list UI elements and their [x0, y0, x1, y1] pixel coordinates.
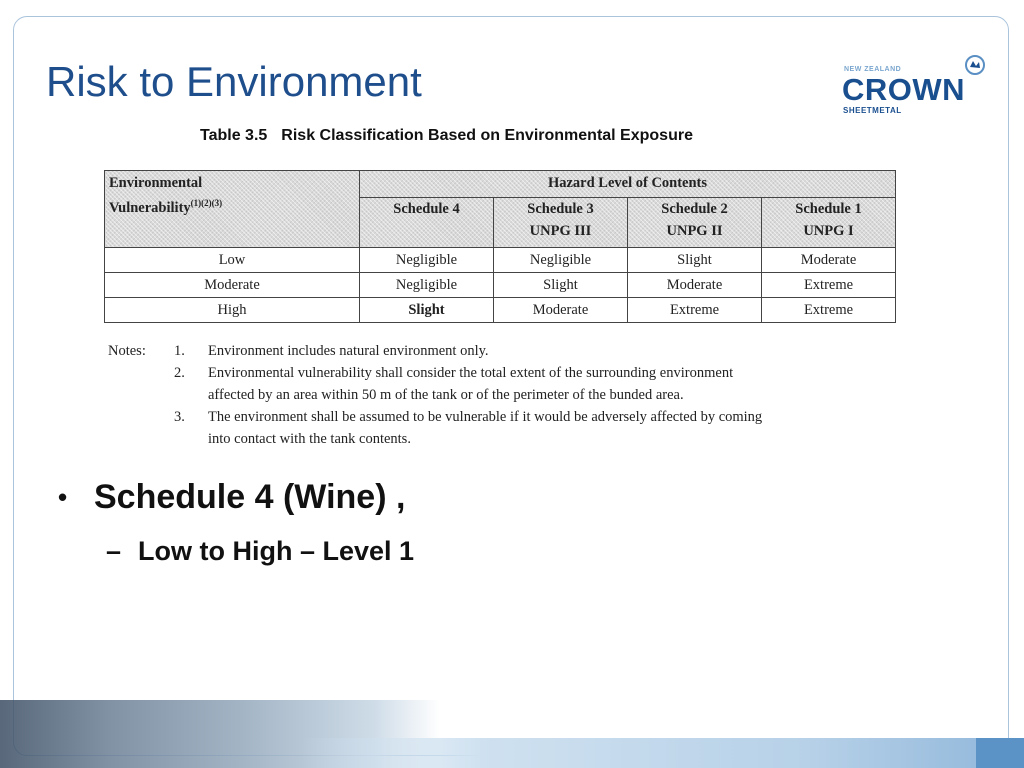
footer-corner [976, 738, 1024, 768]
note-text: into contact with the tank contents. [208, 431, 411, 447]
column-header: Schedule 2 UNPG II [628, 197, 762, 247]
table-cell: Negligible [494, 248, 628, 273]
table-cell: Moderate [762, 248, 896, 273]
note-text: Environment includes natural environment only. [208, 343, 489, 359]
note-text: Environmental vulnerability shall consider the total extent of the surrounding environment [208, 365, 734, 381]
env-header-sup: (1)(2)(3) [190, 198, 223, 208]
row-label: Moderate [105, 273, 360, 298]
table-cell: Extreme [628, 298, 762, 323]
table-row [105, 298, 896, 323]
row-label: High [105, 298, 360, 323]
hazard-level-header: Hazard Level of Contents [360, 171, 896, 198]
note-number: 1. [174, 343, 185, 359]
table-caption [200, 127, 693, 145]
table-cell: Slight [494, 273, 628, 298]
bullet-text: Schedule 4 (Wine) , [94, 478, 406, 516]
table-row [105, 248, 896, 273]
table-caption-number: Table 3.5 [200, 127, 268, 144]
crown-emblem-icon [964, 54, 986, 76]
logo-brand: CROWN [842, 72, 966, 107]
note-number: 2. [174, 365, 185, 381]
note-number: 3. [174, 409, 185, 425]
table-cell: Slight [360, 298, 494, 323]
sub-bullet-text: Low to High – Level 1 [138, 536, 415, 566]
bullet-marker: • [58, 482, 68, 512]
column-header: Schedule 4 [360, 197, 494, 247]
table-cell: Extreme [762, 273, 896, 298]
table-row [105, 273, 896, 298]
env-header-line1: Environmental [109, 175, 203, 191]
risk-table [104, 170, 896, 323]
note-text: The environment shall be assumed to be vulnerable if it would be adversely affected by coming [208, 409, 763, 425]
slide-title: Risk to Environment [46, 58, 422, 105]
env-vulnerability-header [105, 171, 360, 248]
scanned-table-image [98, 124, 898, 454]
table-cell: Extreme [762, 298, 896, 323]
table-cell: Moderate [628, 273, 762, 298]
column-header: Schedule 3 UNPG III [494, 197, 628, 247]
table-caption-text: Risk Classification Based on Environmental Exposure [281, 127, 693, 144]
logo-sub: SHEETMETAL [843, 106, 902, 114]
table-cell: Slight [628, 248, 762, 273]
notes-label: Notes: [108, 343, 146, 359]
note-text: affected by an area within 50 m of the tank or of the perimeter of the bunded area. [208, 387, 684, 403]
column-header: Schedule 1 UNPG I [762, 197, 896, 247]
crown-logo [842, 54, 988, 116]
row-label: Low [105, 248, 360, 273]
table-cell: Moderate [494, 298, 628, 323]
sub-bullet-marker: – [106, 536, 122, 566]
env-header-line2: Vulnerability [109, 199, 191, 216]
footer-band [300, 738, 1024, 768]
table-cell: Negligible [360, 248, 494, 273]
logo-country: NEW ZEALAND [844, 66, 902, 73]
table-cell: Negligible [360, 273, 494, 298]
